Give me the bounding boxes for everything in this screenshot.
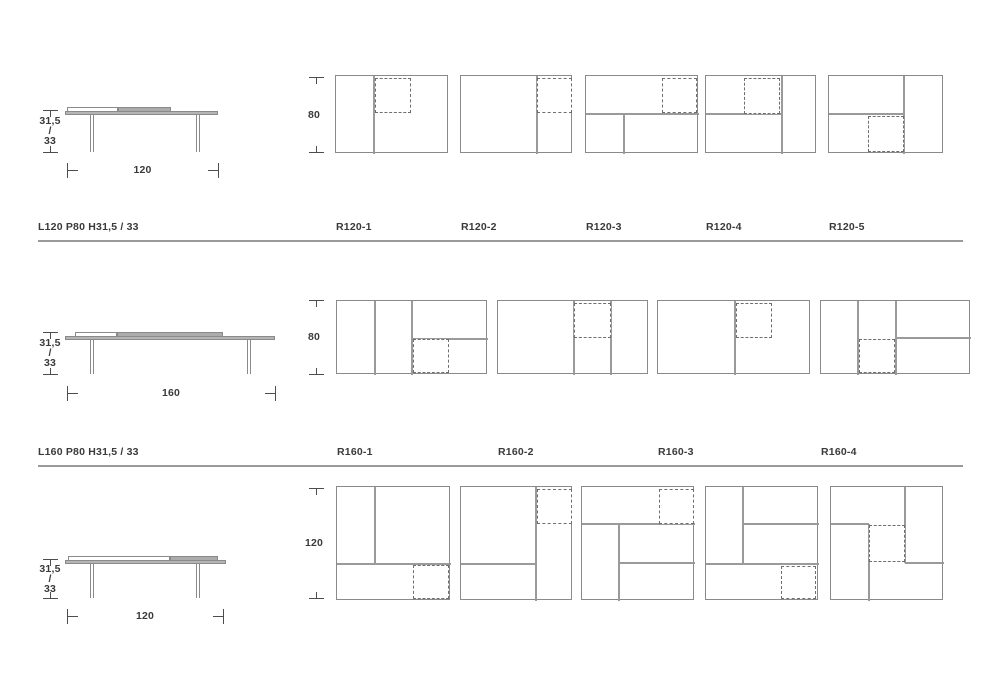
width-dim-tick-right (223, 609, 224, 624)
side-view-top-layer (68, 556, 170, 561)
height-dim-value: 33 (43, 582, 57, 595)
plan-box (657, 300, 810, 374)
tick-stub (67, 170, 78, 171)
plan-divider-horizontal (586, 113, 699, 114)
tick-stub (316, 368, 317, 375)
table-leg (90, 564, 94, 598)
table-leg (247, 340, 251, 374)
plan-box (820, 300, 970, 374)
plan-divider-horizontal (831, 523, 869, 524)
plan-box (830, 486, 943, 600)
side-view-top-layer (75, 332, 117, 337)
row-label: L120 P80 H31,5 / 33 (38, 221, 139, 233)
plan-tray-dashed (375, 78, 411, 113)
width-dimension: 160 (161, 387, 181, 399)
tick-stub (208, 170, 219, 171)
plan-tray-dashed (744, 78, 780, 114)
depth-dim-tick-bottom (309, 598, 324, 599)
row-label: L160 P80 H31,5 / 33 (38, 446, 139, 458)
height-dim-value: 33 (43, 135, 57, 147)
height-dimension (28, 112, 72, 150)
side-view-slab (65, 336, 275, 340)
plan-divider-horizontal (743, 523, 819, 524)
plan-box (585, 75, 698, 153)
plan-box (335, 75, 448, 153)
height-dim-tick-top (43, 332, 58, 333)
height-dim-tick-bottom (43, 598, 58, 599)
side-view-sliding-tray (118, 107, 171, 112)
width-dim-tick-right (275, 386, 276, 401)
depth-dimension: 120 (304, 537, 324, 549)
plan-label: R120-3 (586, 221, 622, 233)
plan-divider-horizontal (905, 562, 944, 563)
height-dim-tick-top (43, 110, 58, 111)
width-dim-tick-left (67, 386, 68, 401)
plan-divider-vertical (374, 487, 375, 564)
side-view-sliding-tray (170, 556, 218, 561)
depth-dim-tick-top (309, 488, 324, 489)
plan-label: R160-3 (658, 446, 694, 458)
depth-dim-tick-bottom (309, 152, 324, 153)
width-dimension: 120 (135, 610, 155, 622)
tick-stub (316, 77, 317, 84)
section-divider (38, 465, 963, 467)
height-dim-value: / (48, 125, 52, 137)
plan-tray-dashed (868, 116, 904, 152)
height-dim-value: / (48, 572, 52, 585)
plan-divider-vertical (781, 76, 782, 154)
width-dim-tick-left (67, 163, 68, 178)
height-dim-tick-bottom (43, 374, 58, 375)
plan-tray-dashed (662, 78, 697, 113)
depth-dim-tick-top (309, 77, 324, 78)
plan-divider-horizontal (896, 337, 971, 338)
plan-box (336, 486, 450, 600)
tick-stub (316, 300, 317, 307)
height-dim-value: 33 (43, 357, 57, 369)
depth-dim-tick-top (309, 300, 324, 301)
plan-label: R160-2 (498, 446, 534, 458)
height-dimension (28, 334, 72, 372)
width-dim-tick-right (218, 163, 219, 178)
plan-box (581, 486, 694, 600)
plan-tray-dashed (413, 339, 449, 373)
depth-dimension: 80 (307, 108, 321, 121)
plan-divider-horizontal (619, 562, 695, 563)
plan-divider-horizontal (829, 113, 904, 114)
table-leg (90, 115, 94, 152)
tick-stub (67, 616, 78, 617)
plan-tray-dashed (413, 565, 449, 599)
plan-tray-dashed (537, 489, 572, 524)
plan-box (705, 486, 818, 600)
tick-stub (213, 616, 224, 617)
section-divider (38, 240, 963, 242)
plan-divider-horizontal (461, 563, 536, 564)
plan-tray-dashed (869, 525, 905, 562)
plan-label: R120-2 (461, 221, 497, 233)
tick-stub (67, 393, 78, 394)
plan-label: R160-1 (337, 446, 373, 458)
width-dimension: 120 (133, 164, 152, 176)
plan-box (705, 75, 816, 153)
height-dim-tick-top (43, 559, 58, 560)
plan-divider-horizontal (706, 563, 819, 564)
tick-stub (316, 146, 317, 153)
plan-tray-dashed (537, 78, 572, 113)
plan-label: R120-1 (336, 221, 372, 233)
table-leg (196, 564, 200, 598)
side-view-sliding-tray (117, 332, 223, 337)
height-dim-tick-bottom (43, 152, 58, 153)
plan-divider-vertical (623, 114, 624, 154)
tick-stub (316, 488, 317, 495)
plan-label: R120-4 (706, 221, 742, 233)
plan-box (460, 75, 572, 153)
tick-stub (265, 393, 276, 394)
plan-box (497, 300, 648, 374)
plan-box (336, 300, 487, 374)
side-view-top-layer (67, 107, 118, 112)
height-dim-value: 31,5 (39, 562, 61, 575)
plan-tray-dashed (736, 303, 772, 338)
plan-label: R160-4 (821, 446, 857, 458)
width-dim-tick-left (67, 609, 68, 624)
plan-label: R120-5 (829, 221, 865, 233)
plan-tray-dashed (781, 566, 816, 599)
height-dim-value: 31,5 (39, 115, 61, 127)
plan-tray-dashed (574, 303, 611, 338)
depth-dimension: 80 (307, 331, 321, 343)
plan-tray-dashed (659, 489, 694, 524)
depth-dim-tick-bottom (309, 374, 324, 375)
height-dim-value: 31,5 (39, 337, 61, 349)
tick-stub (316, 592, 317, 599)
plan-box (828, 75, 943, 153)
plan-divider-vertical (742, 487, 743, 564)
height-dim-value: / (48, 347, 52, 359)
table-leg (196, 115, 200, 152)
height-dimension (28, 561, 72, 596)
table-leg (90, 340, 94, 374)
plan-divider-vertical (374, 301, 375, 375)
plan-box (460, 486, 572, 600)
plan-tray-dashed (859, 339, 895, 373)
